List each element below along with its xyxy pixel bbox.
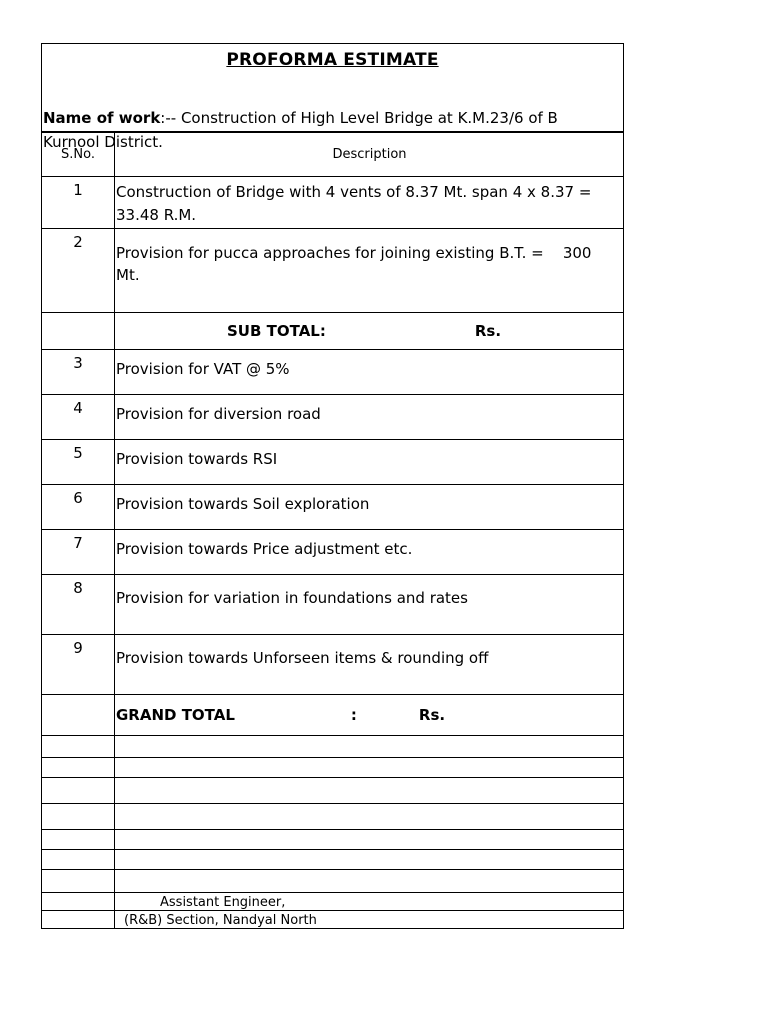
- empty-cell: [42, 911, 115, 929]
- signature-row: [42, 893, 624, 911]
- item-description: Provision for variation in foundations and rates: [115, 575, 624, 635]
- item-description: Provision towards Unforseen items & rounding off: [115, 635, 624, 695]
- grand-total-colon: :: [350, 706, 357, 724]
- item-sno: 7: [42, 530, 115, 575]
- table-row: [42, 177, 624, 229]
- item-description: Provision for VAT @ 5%: [115, 350, 624, 395]
- name-of-work-text-1: Construction of High Level Bridge at K.M.23/6 of B: [176, 109, 558, 127]
- sub-total-colon: :: [319, 322, 326, 340]
- table-row: [42, 395, 624, 440]
- item-sno: 6: [42, 485, 115, 530]
- empty-row: [42, 830, 624, 850]
- table-row: [42, 485, 624, 530]
- table-row: [42, 575, 624, 635]
- empty-cell: [115, 804, 624, 830]
- item-sno: 3: [42, 350, 115, 395]
- empty-row: [42, 736, 624, 758]
- item-description-line1: Construction of Bridge with 4 vents of 8.37 Mt. span 4 x 8.37 =: [116, 183, 592, 201]
- signature-office: (R&B) Section, Nandyal North: [115, 911, 624, 929]
- empty-cell: [115, 830, 624, 850]
- empty-cell: [42, 778, 115, 804]
- empty-row: [42, 758, 624, 778]
- document-title: PROFORMA ESTIMATE: [226, 50, 439, 70]
- item-description-line1: Provision for pucca approaches for joining existing B.T. = 300: [116, 244, 592, 262]
- item-sno: 5: [42, 440, 115, 485]
- table-row: [42, 440, 624, 485]
- grand-total-row: [42, 695, 624, 736]
- table-row: [42, 350, 624, 395]
- signature-row: [42, 911, 624, 929]
- item-description: Provision towards RSI: [115, 440, 624, 485]
- grand-total-label: GRAND TOTAL: [116, 706, 235, 724]
- empty-cell: [42, 758, 115, 778]
- empty-cell: [115, 758, 624, 778]
- empty-cell: [115, 870, 624, 893]
- empty-cell: [42, 830, 115, 850]
- empty-row: [42, 804, 624, 830]
- estimate-table: [41, 132, 624, 929]
- grand-total-currency: Rs.: [418, 706, 446, 724]
- empty-row: [42, 870, 624, 893]
- empty-cell: [42, 893, 115, 911]
- empty-row: [42, 778, 624, 804]
- name-of-work-separator: :--: [160, 109, 177, 127]
- item-sno: 2: [42, 229, 115, 313]
- table-row: [42, 635, 624, 695]
- item-sno: 1: [42, 177, 115, 229]
- empty-cell: [42, 736, 115, 758]
- grand-total-sno-cell: [42, 695, 115, 736]
- title-row: [41, 43, 624, 72]
- name-of-work-line1: [43, 106, 558, 130]
- signature-designation: Assistant Engineer,: [115, 893, 624, 911]
- item-sno: 8: [42, 575, 115, 635]
- empty-cell: [115, 778, 624, 804]
- sub-total-cell: [115, 313, 624, 350]
- table-row: [42, 229, 624, 313]
- empty-cell: [42, 870, 115, 893]
- sub-total-currency: Rs.: [474, 322, 502, 340]
- item-description-line2: 33.48 R.M.: [116, 206, 197, 224]
- empty-cell: [42, 804, 115, 830]
- sub-total-row: [42, 313, 624, 350]
- estimate-sheet: [41, 43, 624, 929]
- item-description: [115, 229, 624, 313]
- item-sno: 9: [42, 635, 115, 695]
- item-description: Provision towards Soil exploration: [115, 485, 624, 530]
- empty-cell: [115, 850, 624, 870]
- item-description: Provision for diversion road: [115, 395, 624, 440]
- name-of-work-text-2: Kurnool District.: [43, 133, 163, 151]
- empty-row: [42, 850, 624, 870]
- item-description-line2: Mt.: [116, 266, 140, 284]
- item-description: Provision towards Price adjustment etc.: [115, 530, 624, 575]
- empty-cell: [115, 736, 624, 758]
- sub-total-sno-cell: [42, 313, 115, 350]
- sno-header: S.No.: [42, 133, 115, 177]
- sub-total-label: SUB TOTAL: [227, 322, 320, 340]
- name-of-work-label: Name of work: [43, 109, 161, 127]
- table-row: [42, 530, 624, 575]
- description-header: Description: [115, 133, 624, 177]
- grand-total-cell: [115, 695, 624, 736]
- item-sno: 4: [42, 395, 115, 440]
- item-description: [115, 177, 624, 229]
- name-of-work-row: [41, 72, 624, 151]
- empty-cell: [42, 850, 115, 870]
